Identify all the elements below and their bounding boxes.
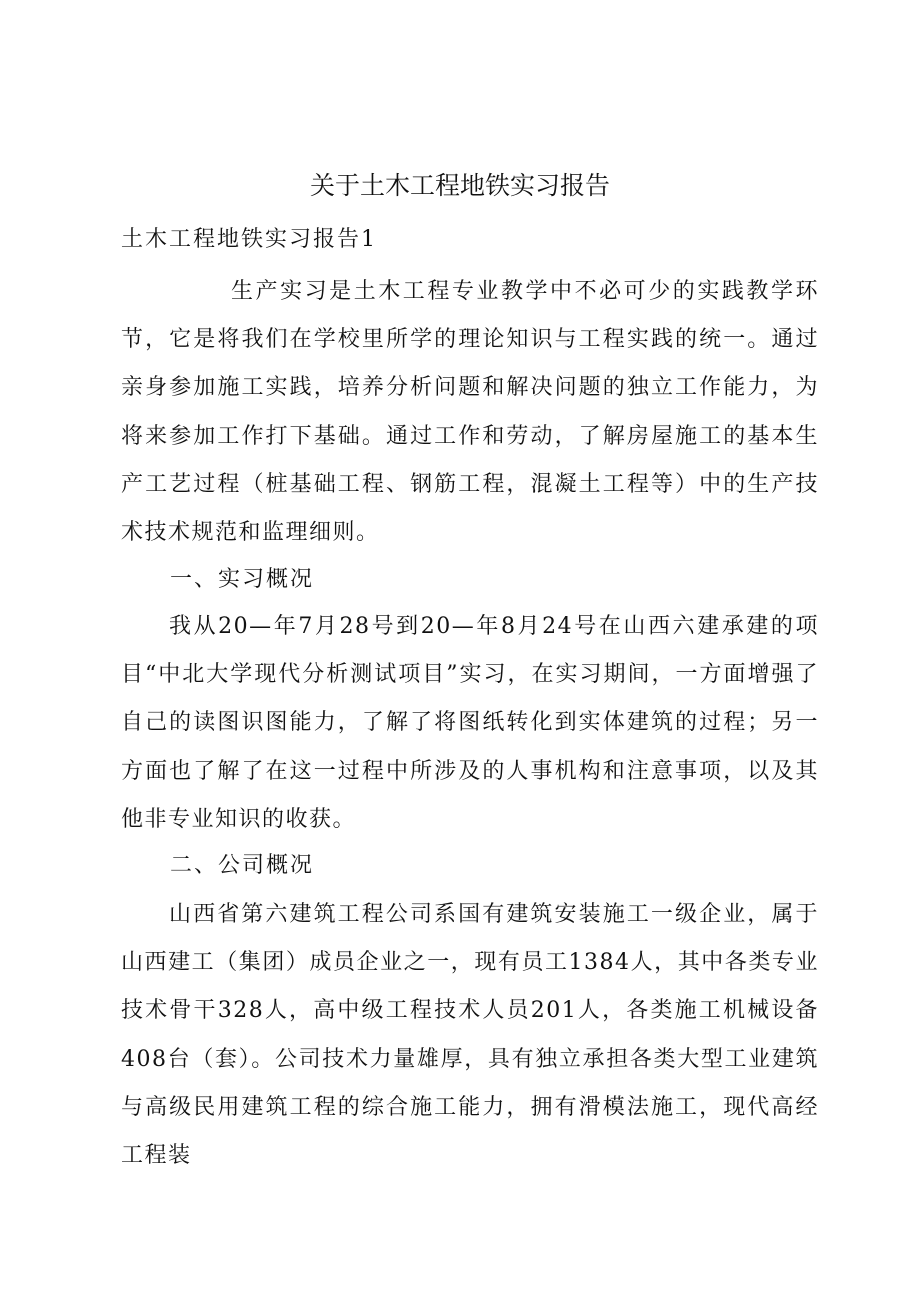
section-heading-internship-overview: 一、实习概况 <box>170 567 315 592</box>
intro-paragraph: 生产实习是土木工程专业教学中不必可少的实践教学环节，它是将我们在学校里所学的理论知识与工程实践的统一。通过亲身参加施工实践，培养分析问题和解决问题的独立工作能力，为将来参加工作打下基础。通过工作和劳动，了解房屋施工的基本生产工艺过程（桩基础工程、钢筋工程，混凝土工程等）中的生产技术技术规范和监理细则。 <box>121 279 819 546</box>
internship-overview-paragraph: 我从20—年7月28号到20—年8月24号在山西六建承建的项目“中北大学现代分析测试项目”实习，在实习期间，一方面增强了自己的读图识图能力，了解了将图纸转化到实体建筑的过程；另一方面也了解了在这一过程中所涉及的人事机构和注意事项，以及其他非专业知识的收获。 <box>121 614 819 832</box>
company-overview-paragraph: 山西省第六建筑工程公司系国有建筑安装施工一级企业，属于山西建工（集团）成员企业之一，现有员工1384人，其中各类专业技术骨干328人，高中级工程技术人员201人，各类施工机械设备408台（套）。公司技术力量雄厚，具有独立承担各类大型工业建筑与高级民用建筑工程的综合施工能力，拥有滑模法施工，现代高经工程装 <box>121 902 819 1169</box>
document-title: 关于土木工程地铁实习报告 <box>309 171 610 200</box>
section-heading-company-overview: 二、公司概况 <box>170 853 315 878</box>
document-subtitle: 土木工程地铁实习报告1 <box>121 227 377 252</box>
